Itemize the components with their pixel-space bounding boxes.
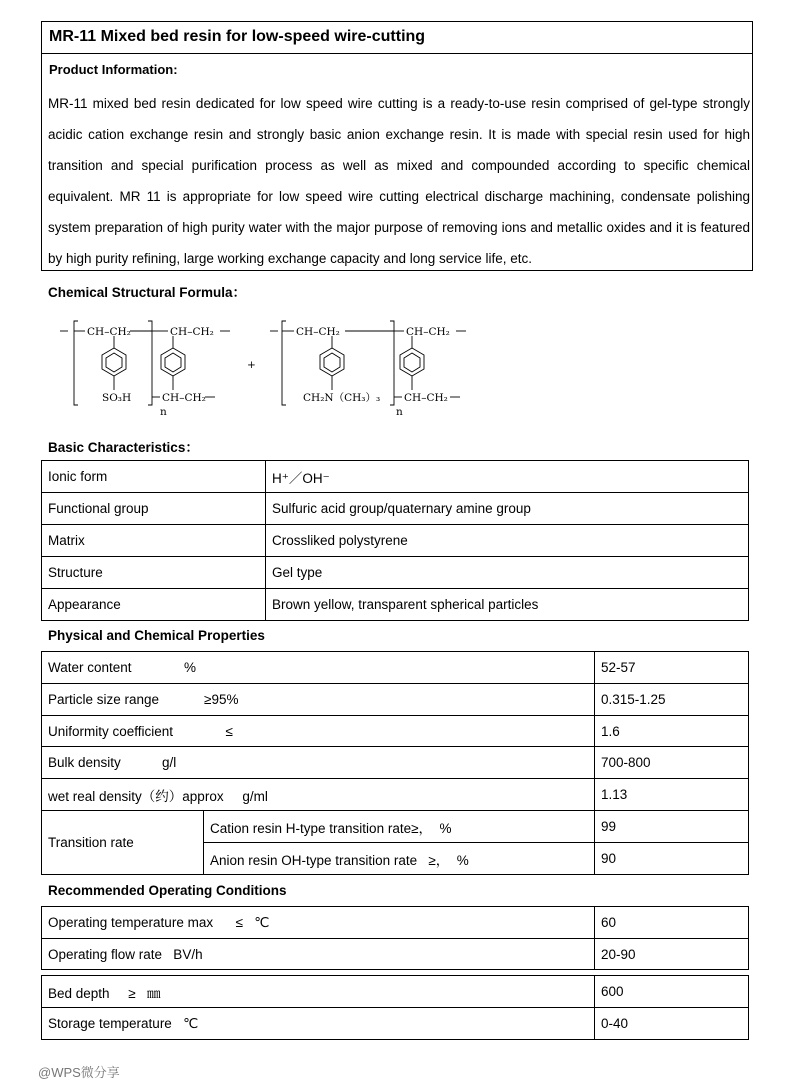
chemical-structure-diagram — [60, 308, 480, 418]
row-value: 700-800 — [595, 747, 749, 779]
row-label: Water content % — [42, 652, 595, 684]
product-description: MR-11 mixed bed resin dedicated for low speed wire cutting is a ready-to-use resin comprised of gel-type strongly acidic cation exchange resin and strongly basic anion exchange resin. It is made with special resin used for high transition and special purification process as well as mixed and compounded according to specific chemical equivalent. MR 11 is appropriate for low speed wire cutting electrical discharge machining, condensate polishing system preparation of high purity water with the major purpose of removing ions and metallic oxides and it is featured by high purity refining, large working exchange capacity and long service life, etc. — [48, 96, 750, 267]
row-value: Crossliked polystyrene — [266, 525, 749, 557]
table-row — [42, 493, 749, 525]
row-value: 0-40 — [595, 1008, 749, 1040]
operating-heading: Recommended Operating Conditions — [48, 883, 287, 898]
formula-ch-ch2-6: CH–CH₂ — [404, 392, 448, 404]
row-value: H⁺／OH⁻ — [266, 461, 749, 493]
row-label: Bulk density g/l — [42, 747, 595, 779]
row-value: 52-57 — [595, 652, 749, 684]
row-label: Storage temperature ℃ — [42, 1008, 595, 1040]
table-row — [42, 589, 749, 621]
physical-heading: Physical and Chemical Properties — [48, 628, 265, 643]
formula-so3h: SO₃H — [102, 392, 132, 404]
row-label: Operating temperature max ≤ ℃ — [42, 907, 595, 939]
table-row — [42, 747, 749, 779]
table-row — [42, 779, 749, 811]
product-info-box — [41, 21, 753, 271]
table-row — [42, 525, 749, 557]
row-label: Appearance — [42, 589, 266, 621]
row-label: Operating flow rate BV/h — [42, 939, 595, 970]
row-value: Gel type — [266, 557, 749, 589]
physical-properties-table — [41, 651, 749, 875]
formula-n-2: n — [396, 406, 403, 418]
wps-watermark: @WPS微分享 — [38, 1065, 120, 1080]
formula-ch-ch2-3: CH–CH₂ — [162, 392, 206, 404]
row-label: Cation resin H-type transition rate≥， % — [204, 811, 595, 843]
formula-ch-ch2-4: CH–CH₂ — [296, 326, 340, 338]
table-row — [42, 939, 749, 970]
row-value: 90 — [595, 843, 749, 875]
table-row — [42, 461, 749, 493]
row-label: Bed depth ≥ ㎜ — [42, 976, 595, 1008]
formula-plus: + — [247, 359, 256, 371]
table-row — [42, 716, 749, 747]
row-value: 1.6 — [595, 716, 749, 747]
row-label: Particle size range ≥95% — [42, 684, 595, 716]
row-value: 0.315-1.25 — [595, 684, 749, 716]
row-value: 99 — [595, 811, 749, 843]
formula-ch-ch2-5: CH–CH₂ — [406, 326, 450, 338]
row-label: Ionic form — [42, 461, 266, 493]
row-label: Functional group — [42, 493, 266, 525]
transition-rate-label: Transition rate — [42, 811, 204, 875]
divider — [42, 53, 752, 54]
formula-ch2n: CH₂N（CH₃）₃ — [303, 392, 381, 404]
table-row — [42, 684, 749, 716]
operating-conditions-table — [41, 906, 749, 970]
formula-ch-ch2-1: CH–CH₂ — [87, 326, 131, 338]
formula-heading: Chemical Structural Formula： — [48, 285, 247, 300]
row-label: Uniformity coefficient ≤ — [42, 716, 595, 747]
table-row — [42, 557, 749, 589]
row-value: 20-90 — [595, 939, 749, 970]
row-value: 60 — [595, 907, 749, 939]
table-row — [42, 811, 749, 843]
table-row — [42, 976, 749, 1008]
table-row — [42, 652, 749, 684]
basic-characteristics-table — [41, 460, 749, 621]
row-label: Structure — [42, 557, 266, 589]
formula-ch-ch2-2: CH–CH₂ — [170, 326, 214, 338]
row-label: Matrix — [42, 525, 266, 557]
row-label: Anion resin OH-type transition rate ≥， % — [204, 843, 595, 875]
row-value: 600 — [595, 976, 749, 1008]
table-row — [42, 1008, 749, 1040]
operating-conditions-table-2 — [41, 975, 749, 1040]
row-value: 1.13 — [595, 779, 749, 811]
product-info-heading: Product Information: — [49, 62, 178, 77]
table-row — [42, 907, 749, 939]
row-value: Sulfuric acid group/quaternary amine group — [266, 493, 749, 525]
row-label: wet real density（约）approx g/ml — [42, 779, 595, 811]
page-title: MR-11 Mixed bed resin for low-speed wire-cutting — [49, 28, 426, 45]
basic-heading: Basic Characteristics： — [48, 440, 199, 455]
formula-n-1: n — [160, 406, 167, 418]
row-value: Brown yellow, transparent spherical particles — [266, 589, 749, 621]
